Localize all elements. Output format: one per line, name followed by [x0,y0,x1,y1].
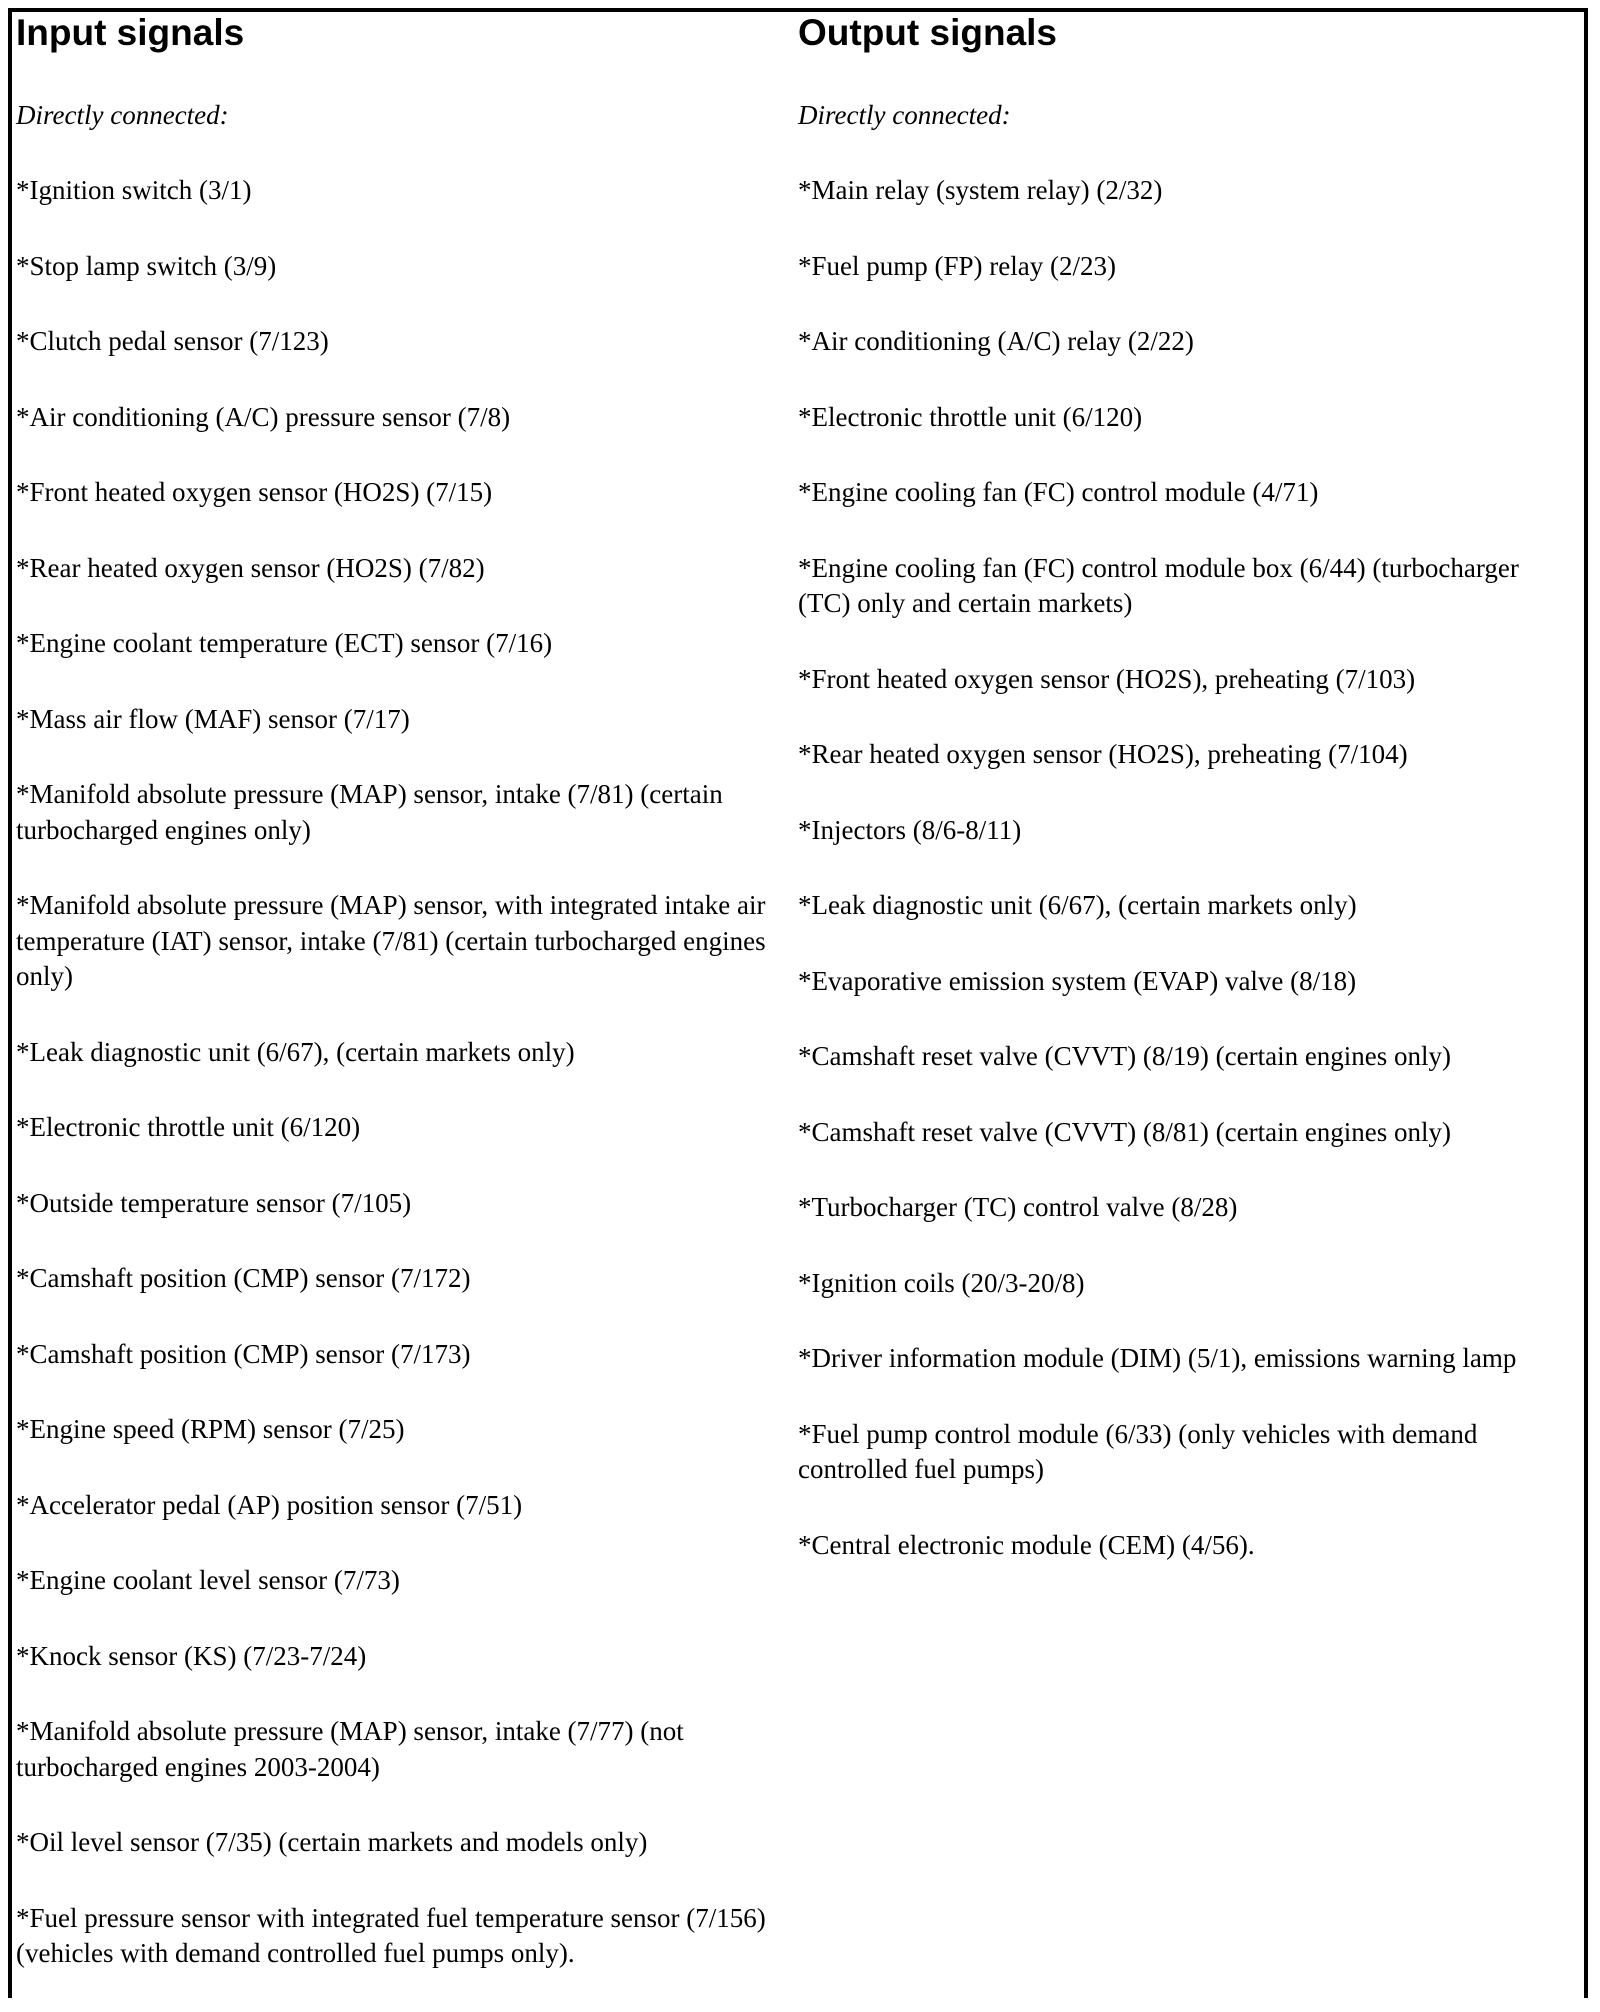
input-directly-connected-label: Directly connected: [16,100,229,130]
list-item: *Ignition coils (20/3-20/8) [798,1267,1085,1298]
list-item: *Oil level sensor (7/35) (certain markets and models only) [16,1827,648,1857]
list-item: *Engine coolant level sensor (7/73) [16,1565,400,1595]
list-item: *Outside temperature sensor (7/105) [16,1187,412,1218]
list-item: *Camshaft reset valve (CVVT) (8/19) (certain engines only) [798,1041,1452,1071]
list-item: *Main relay (system relay) (2/32) [798,175,1163,205]
list-item: *Rear heated oxygen sensor (HO2S), preheating (7/104) [798,739,1408,769]
input-signals-heading: Input signals [16,12,245,53]
list-item: *Turbocharger (TC) control valve (8/28) [798,1192,1238,1222]
output-signals-column [798,8,1568,1603]
output-signals-heading: Output signals [798,12,1057,53]
list-item: *Central electronic module (CEM) (4/56). [798,1529,1255,1560]
list-item: *Mass air flow (MAF) sensor (7/17) [16,703,410,734]
list-item: *Fuel pressure sensor with integrated fuel temperature sensor (7/156) (vehicles with demand controlled fuel pumps only). [16,1902,766,1968]
list-item: *Leak diagnostic unit (6/67), (certain markets only) [798,890,1357,920]
input-signals-list [16,173,796,1972]
output-signals-list [798,173,1568,1563]
list-item: *Knock sensor (KS) (7/23-7/24) [16,1640,367,1671]
list-item: *Fuel pump (FP) relay (2/23) [798,250,1116,281]
list-item: *Leak diagnostic unit (6/67), (certain markets only) [16,1036,575,1067]
list-item: *Clutch pedal sensor (7/123) [16,326,329,356]
list-item: *Stop lamp switch (3/9) [16,250,277,281]
list-item: *Electronic throttle unit (6/120) [16,1112,361,1142]
list-item: *Front heated oxygen sensor (HO2S) (7/15) [16,477,493,507]
list-item: *Camshaft reset valve (CVVT) (8/81) (certain engines only) [798,1116,1452,1147]
list-item: *Driver information module (DIM) (5/1), emissions warning lamp [798,1343,1517,1373]
list-item: *Air conditioning (A/C) relay (2/22) [798,326,1194,356]
list-item: *Manifold absolute pressure (MAP) sensor, intake (7/81) (certain turbocharged engines only) [16,779,723,845]
list-item: *Injectors (8/6-8/11) [798,814,1022,845]
list-item: *Engine cooling fan (FC) control module (4/71) [798,477,1319,507]
list-item: *Ignition switch (3/1) [16,175,252,205]
list-item: *Evaporative emission system (EVAP) valve (8/18) [798,965,1357,996]
list-item: *Engine coolant temperature (ECT) sensor (7/16) [16,628,553,658]
list-item: *Air conditioning (A/C) pressure sensor (7/8) [16,401,511,432]
input-signals-column [16,8,796,2012]
list-item: *Rear heated oxygen sensor (HO2S) (7/82) [16,552,485,583]
list-item: *Manifold absolute pressure (MAP) sensor, with integrated intake air temperature (IAT) sensor, intake (7/81) (certain turbocharged engines only) [16,890,766,991]
list-item: *Front heated oxygen sensor (HO2S), preheating (7/103) [798,663,1416,694]
list-item: *Accelerator pedal (AP) position sensor (7/51) [16,1489,523,1520]
list-item: *Camshaft position (CMP) sensor (7/172) [16,1263,471,1293]
output-directly-connected-label: Directly connected: [798,100,1011,130]
list-item: *Fuel pump control module (6/33) (only vehicles with demand controlled fuel pumps) [798,1418,1478,1484]
list-item: *Engine cooling fan (FC) control module box (6/44) (turbocharger (TC) only and certain markets) [798,552,1519,618]
list-item: *Engine speed (RPM) sensor (7/25) [16,1414,405,1444]
list-item: *Electronic throttle unit (6/120) [798,401,1143,432]
list-item: *Camshaft position (CMP) sensor (7/173) [16,1338,471,1369]
list-item: *Manifold absolute pressure (MAP) sensor, intake (7/77) (not turbocharged engines 2003-2004) [16,1716,684,1782]
